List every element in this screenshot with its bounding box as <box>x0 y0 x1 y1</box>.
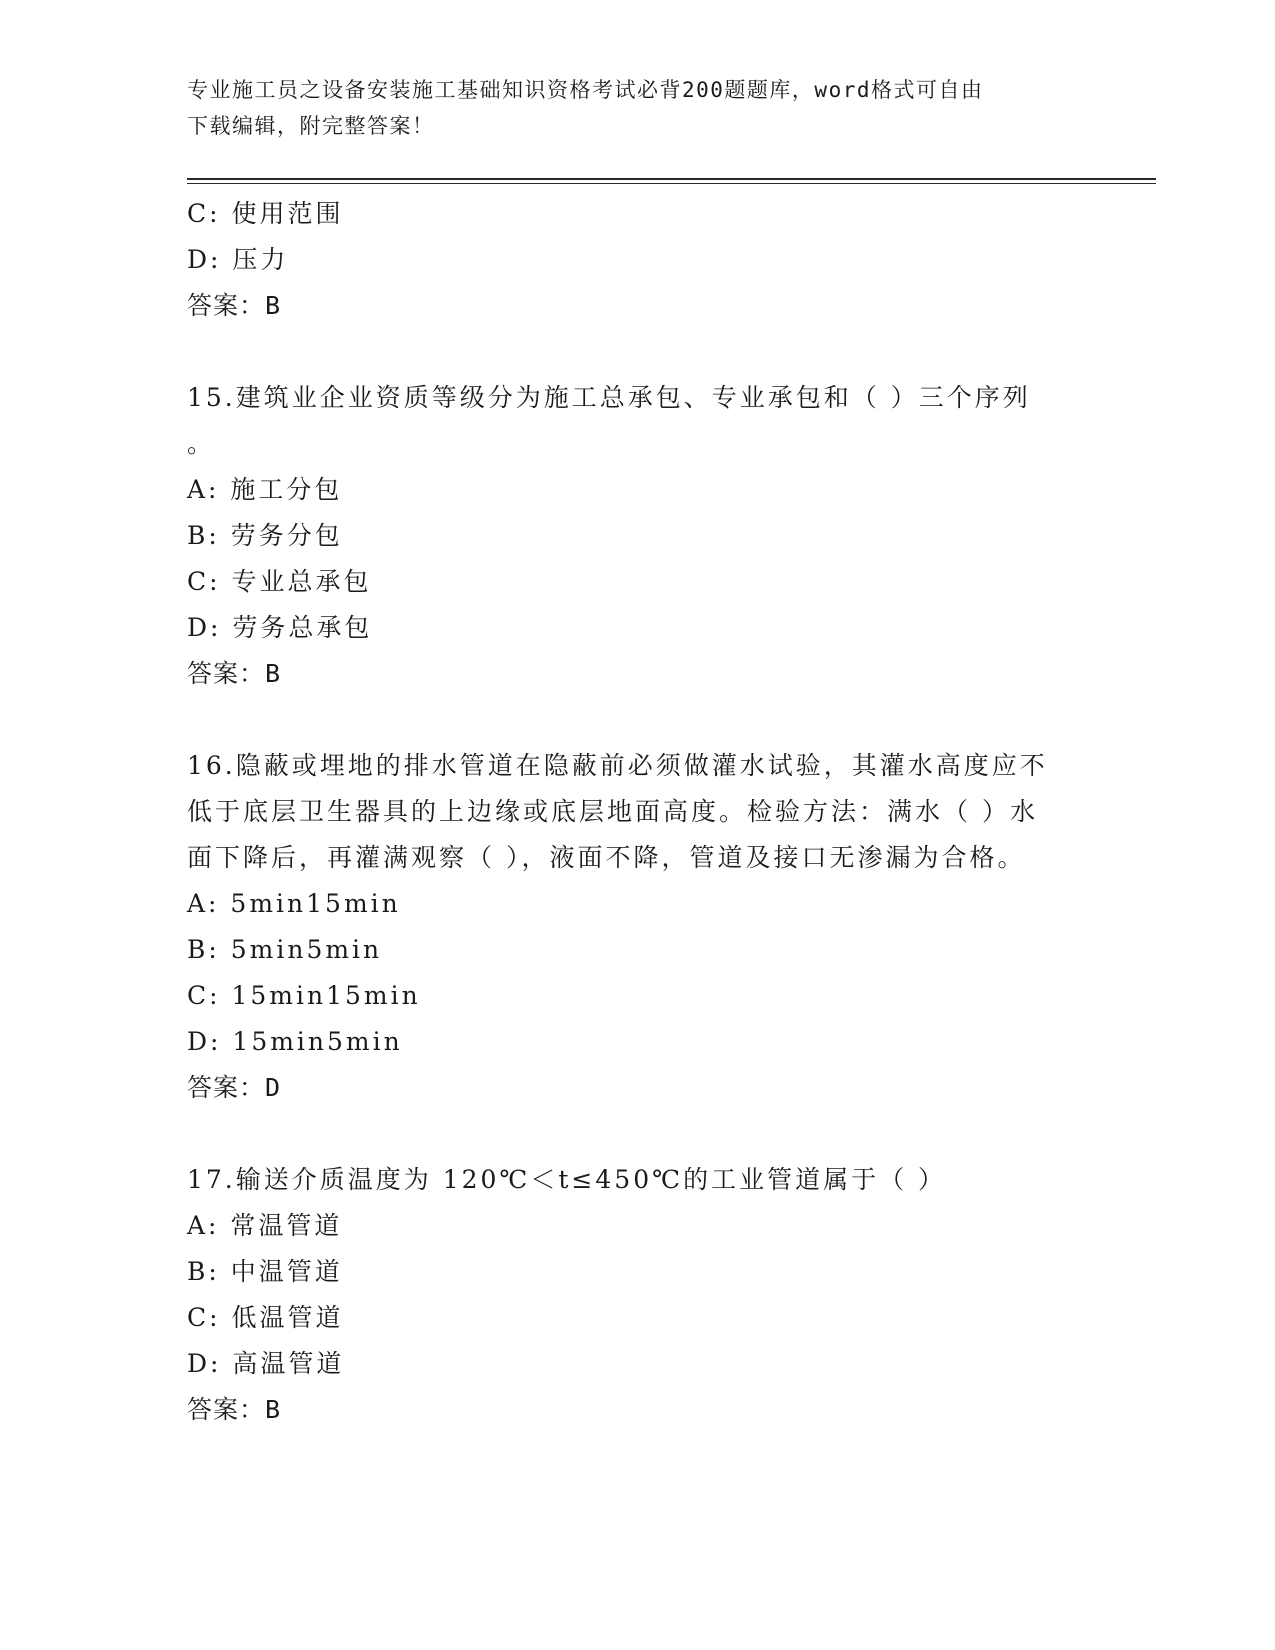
spacer <box>187 1111 1087 1157</box>
q17-option-c: C: 低温管道 <box>187 1303 344 1332</box>
q16-stem-line-1: 16.隐蔽或埋地的排水管道在隐蔽前必须做灌水试验，其灌水高度应不 <box>187 751 1048 780</box>
q16-option-c: C: 15min15min <box>187 981 421 1010</box>
document-header <box>187 72 1067 144</box>
spacer <box>187 329 1087 375</box>
q17-option-d: D: 高温管道 <box>187 1349 345 1378</box>
q16-option-d: D: 15min5min <box>187 1027 403 1056</box>
q16-stem-line-2: 低于底层卫生器具的上边缘或底层地面高度。检验方法：满水（ ）水 <box>187 797 1038 826</box>
q15-answer: 答案：B <box>187 659 282 688</box>
document-body <box>187 191 1087 1433</box>
q15-option-b: B: 劳务分包 <box>187 521 343 550</box>
header-divider-thin <box>187 183 1156 184</box>
q16-stem-line-3: 面下降后，再灌满观察（ ），液面不降，管道及接口无渗漏为合格。 <box>187 843 1026 872</box>
question-14-tail <box>187 191 1087 329</box>
question-16 <box>187 743 1087 1111</box>
q14-option-d: D: 压力 <box>187 245 289 274</box>
q17-answer: 答案：B <box>187 1395 282 1424</box>
q15-stem-line-1: 15.建筑业企业资质等级分为施工总承包、专业承包和（ ）三个序列 <box>187 383 1031 412</box>
q17-stem: 17.输送介质温度为 120℃＜t≤450℃的工业管道属于（ ） <box>187 1165 947 1194</box>
header-line-1: 专业施工员之设备安装施工基础知识资格考试必背200题题库，word格式可自由 <box>187 78 984 102</box>
q14-option-c: C: 使用范围 <box>187 199 344 228</box>
q17-option-a: A: 常温管道 <box>187 1211 343 1240</box>
q16-answer: 答案：D <box>187 1073 282 1102</box>
q15-option-c: C: 专业总承包 <box>187 567 372 596</box>
q14-answer: 答案：B <box>187 291 282 320</box>
q17-option-b: B: 中温管道 <box>187 1257 343 1286</box>
spacer <box>187 697 1087 743</box>
header-line-2: 下载编辑，附完整答案！ <box>187 114 435 138</box>
q16-option-b: B: 5min5min <box>187 935 383 964</box>
q16-option-a: A: 5min15min <box>187 889 401 918</box>
question-15 <box>187 375 1087 697</box>
q15-option-a: A: 施工分包 <box>187 475 343 504</box>
question-17 <box>187 1157 1087 1433</box>
header-divider-thick <box>187 178 1156 180</box>
q15-option-d: D: 劳务总承包 <box>187 613 373 642</box>
q15-stem-line-2: 。 <box>187 429 216 458</box>
